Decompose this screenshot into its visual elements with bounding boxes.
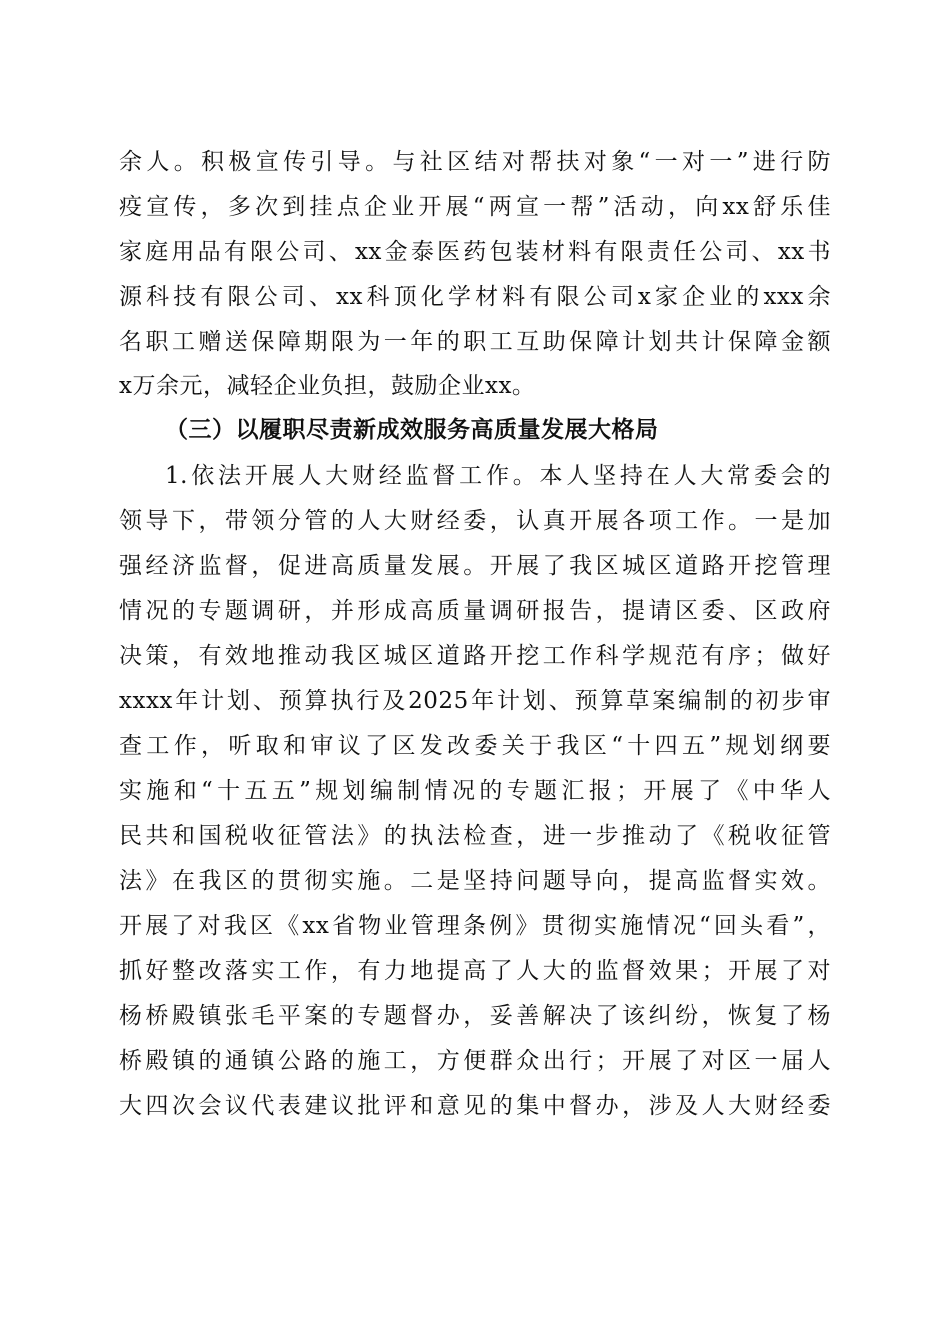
paragraph1-line: 源科技有限公司、xx科顶化学材料有限公司x家企业的xxx余 — [119, 284, 831, 310]
paragraph1-line: 家庭用品有限公司、xx金泰医药包装材料有限责任公司、xx书 — [119, 239, 831, 265]
paragraph2-line: 民共和国税收征管法》的执法检查，进一步推动了《税收征管 — [119, 823, 831, 849]
paragraph2-line: 杨桥殿镇张毛平案的专题督办，妥善解决了该纠纷，恢复了杨 — [119, 1003, 831, 1029]
paragraph2-line: 强经济监督，促进高质量发展。开展了我区城区道路开挖管理 — [119, 553, 831, 579]
paragraph2-line: 大四次会议代表建议批评和意见的集中督办，涉及人大财经委 — [119, 1093, 831, 1119]
paragraph1-line: 余人。积极宣传引导。与社区结对帮扶对象“一对一”进行防 — [119, 149, 831, 175]
paragraph2-line: 1.依法开展人大财经监督工作。本人坚持在人大常委会的 — [165, 463, 831, 489]
paragraph2-line: 抓好整改落实工作，有力地提高了人大的监督效果；开展了对 — [119, 958, 831, 984]
paragraph2-line: 领导下，带领分管的人大财经委，认真开展各项工作。一是加 — [119, 508, 831, 534]
paragraph2-line: 情况的专题调研，并形成高质量调研报告，提请区委、区政府 — [119, 598, 831, 624]
paragraph2-line: 开展了对我区《xx省物业管理条例》贯彻实施情况“回头看”， — [119, 913, 831, 939]
paragraph1-line: x万余元，减轻企业负担，鼓励企业xx。 — [119, 373, 536, 399]
paragraph2-line: 桥殿镇的通镇公路的施工，方便群众出行；开展了对区一届人 — [119, 1048, 831, 1074]
paragraph1-line: 名职工赠送保障期限为一年的职工互助保障计划共计保障金额 — [119, 329, 831, 355]
paragraph2-line: 实施和“十五五”规划编制情况的专题汇报；开展了《中华人 — [119, 778, 831, 804]
paragraph2-line: 查工作，听取和审议了区发改委关于我区“十四五”规划纲要 — [119, 733, 831, 759]
section-heading: （三）以履职尽责新成效服务高质量发展大格局 — [165, 416, 659, 443]
paragraph1-line: 疫宣传，多次到挂点企业开展“两宣一帮”活动，向xx舒乐佳 — [119, 194, 831, 220]
paragraph2-line: xxxx年计划、预算执行及2025年计划、预算草案编制的初步审 — [119, 688, 831, 714]
paragraph2-line: 法》在我区的贯彻实施。二是坚持问题导向，提高监督实效。 — [119, 868, 831, 894]
paragraph2-line: 决策，有效地推动我区城区道路开挖工作科学规范有序；做好 — [119, 643, 831, 669]
